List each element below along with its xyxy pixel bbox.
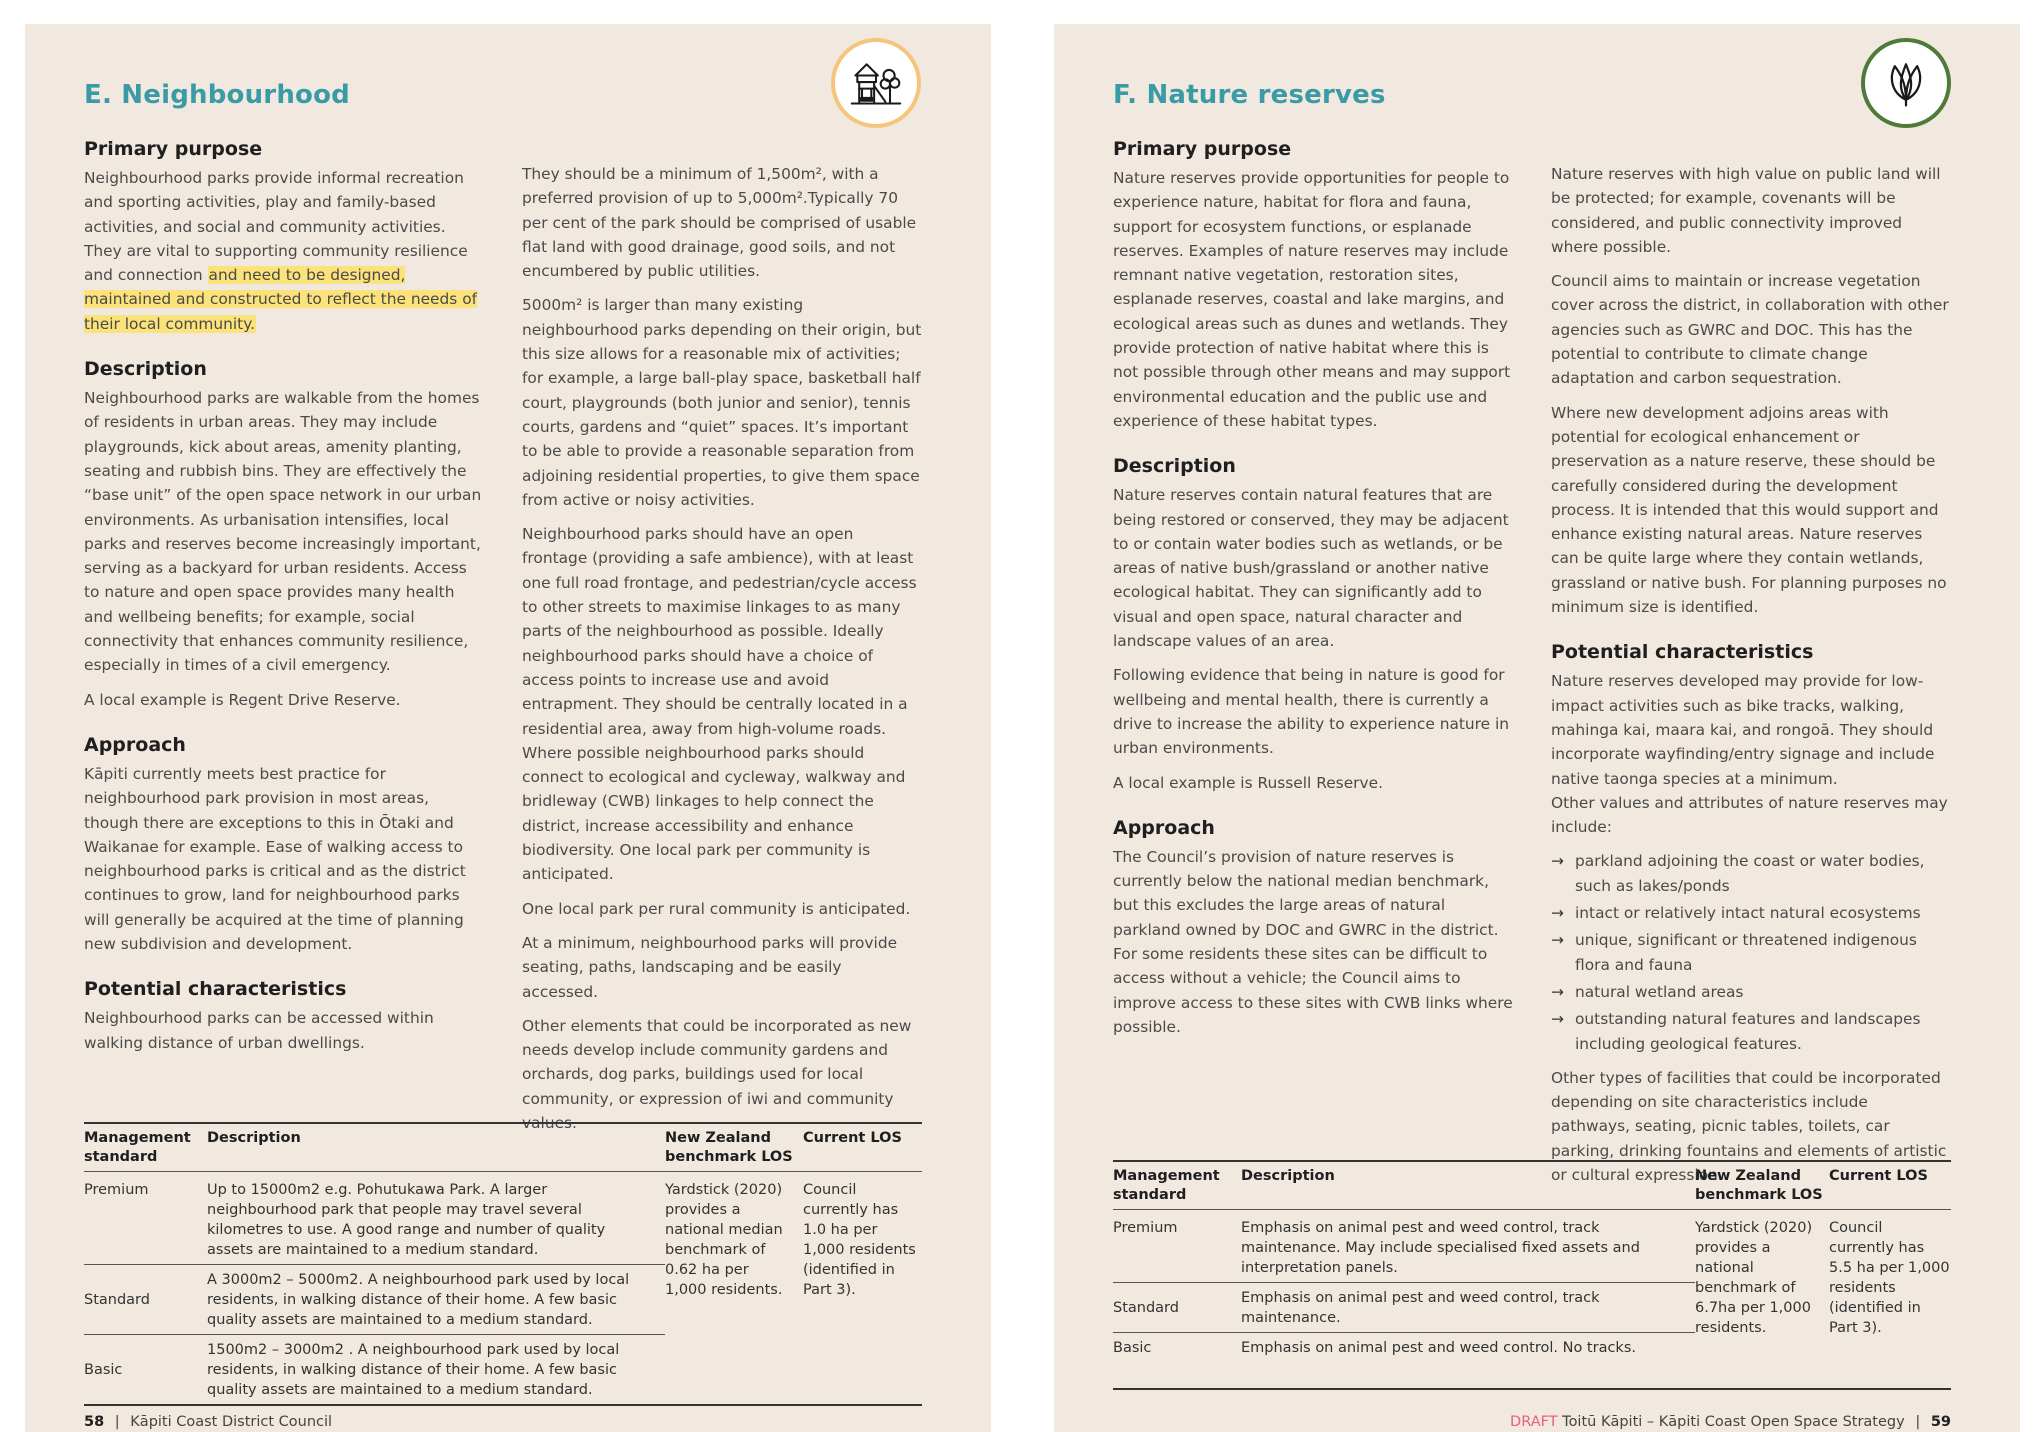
size-paragraph: They should be a minimum of 1,500m², with a preferred provision of up to 5,000m².Typically 70 per cent of the park should be comprised of usable flat land with good drainage, good soils, and not encumbered by public utilities. — [522, 165, 917, 281]
los-table — [84, 1122, 922, 1406]
table-row — [84, 1172, 922, 1265]
right-page — [1054, 24, 2020, 1432]
right-column-1 — [1113, 138, 1513, 1049]
values-list — [1551, 849, 1951, 1055]
header-cell: Management standard — [84, 1123, 207, 1172]
arrow-right-icon: → — [1551, 1010, 1564, 1029]
standard-cell: Standard — [1113, 1283, 1241, 1333]
header-cell: Management standard — [1113, 1161, 1241, 1210]
list-item: → intact or relatively intact natural ecosystems — [1551, 901, 1951, 925]
arrow-right-icon: → — [1551, 982, 1564, 1001]
header-cell: New Zealand benchmark LOS — [665, 1123, 803, 1172]
facilities-paragraph: Other types of facilities that could be incorporated depending on site characteristics include pathways, seating, picnic tables, toilets, car parking, drinking fountains and elements of artistic or cultural expression. — [1551, 1068, 1947, 1184]
potential-characteristics-heading: Potential characteristics — [1551, 641, 1814, 664]
footer-text: Toitū Kāpiti – Kāpiti Coast Open Space Strategy — [1562, 1414, 1905, 1430]
approach-paragraph: Kāpiti currently meets best practice for neighbourhood park provision in most areas, though there are exceptions to this in Ōtaki and Waikanae for example. Ease of walking access to neighbourhood parks is critical and as the district continues to grow, land for neighbourhood parks will generally be acquired at the time of planning new subdivision and development. — [84, 764, 466, 954]
current-los-cell: Council currently has 5.5 ha per 1,000 residents (identified in Part 3). — [1829, 1210, 1951, 1390]
approach-paragraph: The Council’s provision of nature reserves is currently below the national median benchmark, but this excludes the large areas of natural parkland owned by DOC and GWRC in the district. For some residents these sites can be difficult to access without a vehicle; the Council aims to improve access to these sites with CWB links where possible. — [1113, 847, 1513, 1036]
footer-separator: | — [1915, 1414, 1921, 1430]
description-heading: Description — [84, 358, 207, 381]
benchmark-cell: Yardstick (2020) provides a national median benchmark of 0.62 ha per 1,000 residents. — [665, 1172, 803, 1406]
list-item: → outstanding natural features and landscapes including geological features. — [1551, 1007, 1951, 1056]
left-column-1 — [84, 138, 484, 1065]
section-title: E. Neighbourhood — [84, 80, 350, 110]
list-item: → parkland adjoining the coast or water bodies, such as lakes/ponds — [1551, 849, 1951, 898]
left-column-2 — [522, 162, 922, 1145]
primary-purpose-text: Nature reserves provide opportunities for people to experience nature, habitat for flora and fauna, support for ecosystem functions, or esplanade reserves. Examples of nature reserves may include remnant native vegetation, restoration sites, esplanade reserves, coastal and lake margins, and ecological areas such as dunes and wetlands. They provide protection of native habitat where this is not possible through other means and may support environmental education and the public use and experience of these habitat types. — [1113, 169, 1511, 430]
description-cell: Emphasis on animal pest and weed control, track maintenance. — [1241, 1283, 1695, 1333]
highlighted-text: and need to be designed, maintained and constructed to reflect the needs of their local community. — [84, 266, 478, 333]
evidence-paragraph: Following evidence that being in nature is good for wellbeing and mental health, there is currently a drive to increase the ability to experience nature in urban environments. — [1113, 666, 1510, 758]
approach-heading: Approach — [84, 733, 186, 756]
arrow-right-icon: → — [1551, 852, 1564, 871]
right-column-2 — [1551, 162, 1951, 1197]
development-paragraph: Where new development adjoins areas with potential for ecological enhancement or preservation as a nature reserve, these should be carefully considered during the development process. It is intended that this would support and enhance existing natural areas. Nature reserves can be quite large where they contain wetlands, grassland or native bush. For planning purposes no minimum size is identified. — [1551, 403, 1947, 617]
description-paragraph: Neighbourhood parks are walkable from the homes of residents in urban areas. They may include playgrounds, kick about areas, amenity planting, seating and rubbish bins. They are effectively the “base unit” of the open space network in our urban environments. As urbanisation intensifies, local parks and reserves become increasingly important, serving as a backyard for urban residents. Access to nature and open space provides many health and wellbeing benefits; for example, social connectivity that enhances community resilience, especially in times of a civil emergency. — [84, 389, 482, 675]
potential-paragraph: Nature reserves developed may provide for low-impact activities such as bike tracks, walking, mahinga kai, maara kai, and rongoā. They should incorporate wayfinding/entry signage and include native taonga species at a minimum. — [1551, 672, 1935, 788]
draft-label: DRAFT — [1510, 1414, 1558, 1430]
description-paragraph: Nature reserves contain natural features that are being restored or conserved, they may be adjacent to or contain water bodies such as wetlands, or be areas of native bush/grassland or another native ecological habitat. They can significantly add to visual and open space, natural character and landscape values of an area. — [1113, 486, 1509, 651]
local-example: A local example is Russell Reserve. — [1113, 773, 1383, 792]
other-elements-paragraph: Other elements that could be incorporated as new needs develop include community gardens and orchards, dog parks, buildings used for local community, or expression of iwi and community values. — [522, 1016, 912, 1132]
description-heading: Description — [1113, 455, 1236, 478]
primary-purpose-text: Neighbourhood parks provide informal recreation and sporting activities, play and family-based activities, and social and community activities. They are vital to supporting community resilience and connection and need to be designed, maintained and constructed to reflect the needs of their local community. — [84, 169, 478, 333]
primary-purpose-heading: Primary purpose — [1113, 138, 1292, 160]
description-cell: Emphasis on animal pest and weed control. No tracks. — [1241, 1333, 1695, 1390]
arrow-right-icon: → — [1551, 931, 1564, 950]
standard-cell: Premium — [84, 1172, 207, 1265]
size-detail-paragraph: 5000m² is larger than many existing neighbourhood parks depending on their origin, but this size allows for a reasonable mix of activities; for example, a large ball-play space, basketball half court, playgrounds (both junior and senior), tennis courts, gardens and “quiet” spaces. It’s important to be able to provide a reasonable separation from adjoining residential properties, to give them space from active or noisy activities. — [522, 296, 922, 509]
table-row — [1113, 1210, 1951, 1283]
header-cell: Description — [207, 1123, 665, 1172]
local-example: A local example is Regent Drive Reserve. — [84, 690, 401, 709]
list-item: → unique, significant or threatened indigenous flora and fauna — [1551, 928, 1951, 977]
arrow-right-icon: → — [1551, 904, 1564, 923]
description-cell: A 3000m2 – 5000m2. A neighbourhood park used by local residents, in walking distance of their home. A few basic quality assets are maintained to a medium standard. — [207, 1265, 665, 1335]
potential-paragraph: Neighbourhood parks can be accessed within walking distance of urban dwellings. — [84, 1009, 434, 1052]
list-item: → natural wetland areas — [1551, 980, 1951, 1004]
benchmark-cell: Yardstick (2020) provides a national benchmark of 6.7ha per 1,000 residents. — [1695, 1210, 1829, 1390]
approach-heading: Approach — [1113, 816, 1215, 839]
page-number: 59 — [1930, 1414, 1951, 1430]
section-title: F. Nature reserves — [1113, 80, 1386, 110]
footer — [84, 1414, 332, 1430]
footer-text: Kāpiti Coast District Council — [130, 1414, 333, 1430]
standard-cell: Premium — [1113, 1210, 1241, 1283]
vegetation-paragraph: Council aims to maintain or increase vegetation cover across the district, in collaboration with other agencies such as GWRC and DOC. This has the potential to contribute to climate change adaptation and carbon sequestration. — [1551, 272, 1949, 388]
potential-characteristics-heading: Potential characteristics — [84, 978, 347, 1001]
frontage-paragraph: Neighbourhood parks should have an open frontage (providing a safe ambience), with at least one full road frontage, and pedestrian/cycle access to other streets to maximise linkages to as many parts of the neighbourhood as possible. Ideally neighbourhood parks should have a choice of access points to increase use and avoid entrapment. They should be centrally located in a residential area, away from high-volume roads. Where possible neighbourhood parks should connect to ecological and cycleway, walkway and bridleway (CWB) linkages to help connect the district, increase accessibility and enhance biodiversity. One local park per community is anticipated. — [522, 525, 917, 884]
primary-purpose-heading: Primary purpose — [84, 138, 263, 160]
standard-cell: Basic — [1113, 1333, 1241, 1390]
los-table — [1113, 1160, 1951, 1390]
standard-cell: Standard — [84, 1265, 207, 1335]
description-cell: 1500m2 – 3000m2 . A neighbourhood park used by local residents, in walking distance of their home. A few basic quality assets are maintained to a medium standard. — [207, 1335, 665, 1406]
description-cell: Up to 15000m2 e.g. Pohutukawa Park. A larger neighbourhood park that people may travel several kilometres to use. A good range and number of quality assets are maintained to a medium standard. — [207, 1172, 665, 1265]
left-page — [25, 24, 991, 1432]
current-los-cell: Council currently has 1.0 ha per 1,000 residents (identified in Part 3). — [803, 1172, 922, 1406]
header-cell: Description — [1241, 1161, 1695, 1210]
page-number: 58 — [84, 1414, 105, 1430]
leaf-icon — [1861, 38, 1951, 128]
playground-icon — [831, 38, 921, 128]
rural-paragraph: One local park per rural community is anticipated. — [522, 899, 911, 918]
header-cell: Current LOS — [803, 1123, 922, 1172]
footer-separator: | — [114, 1414, 120, 1430]
standard-cell: Basic — [84, 1335, 207, 1406]
table-header-row — [84, 1123, 922, 1172]
minimum-paragraph: At a minimum, neighbourhood parks will provide seating, paths, landscaping and be easily accessed. — [522, 933, 898, 1001]
header-cell: New Zealand benchmark LOS — [1695, 1161, 1829, 1210]
description-cell: Emphasis on animal pest and weed control, track maintenance. May include specialised fixed assets and interpretation panels. — [1241, 1210, 1695, 1283]
values-intro: Other values and attributes of nature reserves may include: — [1551, 793, 1948, 837]
table-header-row — [1113, 1161, 1951, 1210]
footer — [1510, 1414, 1951, 1430]
protection-paragraph: Nature reserves with high value on public land will be protected; for example, covenants will be considered, and public connectivity improved where possible. — [1551, 165, 1941, 256]
header-cell: Current LOS — [1829, 1161, 1951, 1210]
